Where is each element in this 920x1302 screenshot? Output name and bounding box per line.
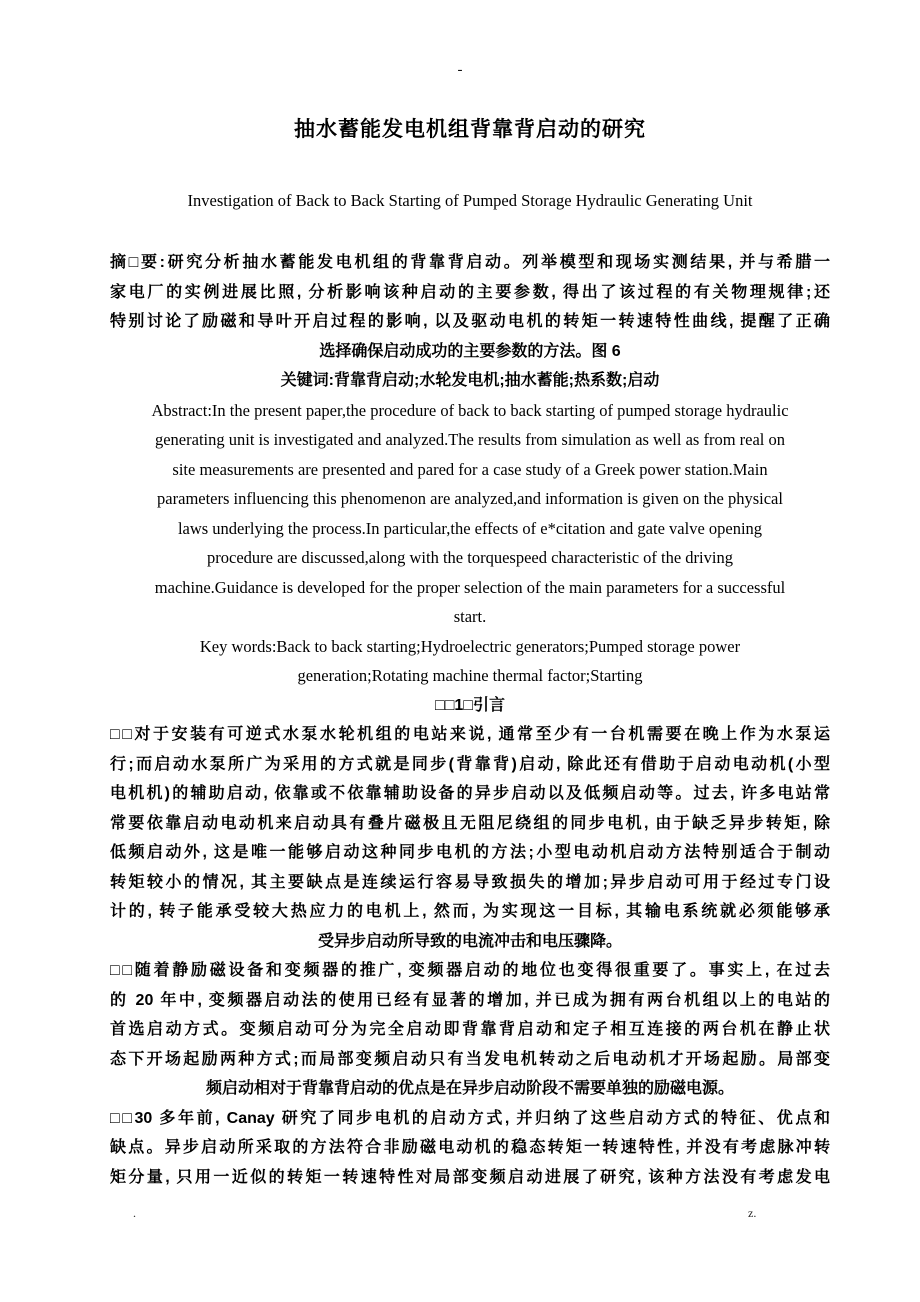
text-line: laws underlying the process.In particular,the effects of e*citation and gate valve opening [177, 518, 763, 538]
text-line: 行;而启动水泵所广为采用的方式就是同步(背靠背)启动, 除此还有借助于启动电动机(小型 [110, 755, 830, 773]
text-line: procedure are discussed,along with the torquespeed characteristic of the driving [207, 548, 733, 567]
text-line: start. [453, 607, 487, 626]
text-line: 缺点。异步启动所采取的方法符合非励磁电动机的稳态转矩一转速特性, 并没有考虑脉冲转 [110, 1139, 830, 1156]
text-line: 低频启动外, 这是唯一能够启动这种同步电机的方法;小型电动机启动方法特别适合于制动 [110, 844, 830, 861]
text-line: 态下开场起励两种方式;而局部变频启动只有当发电机转动之后电动机才开场起励。局部变 [110, 1050, 830, 1068]
text-line: 首选启动方式。变频启动可分为完全启动即背靠背启动和定子相互连接的两台机在静止状 [110, 1021, 830, 1038]
text-line: 的 20 年中, 变频器启动法的使用已经有显著的增加, 并已成为拥有两台机组以上的电站的 [110, 991, 830, 1009]
text-line: □□30 多年前, Canay 研究了同步电机的启动方式, 并归纳了这些启动方式的特征、优点和 [110, 1109, 830, 1127]
keywords-en-paragraph [110, 632, 830, 691]
text-line: 常要依靠启动电动机来启动具有叠片磁极且无阻尼绕组的同步电机, 由于缺乏异步转矩, 除 [110, 814, 830, 832]
document-content [110, 0, 830, 1192]
text-line: 选择确保启动成功的主要参数的方法。图 6 [319, 342, 621, 360]
intro-paragraph-1 [110, 720, 830, 956]
text-line: □□对于安装有可逆式水泵水轮机组的电站来说, 通常至少有一台机需要在晚上作为水泵运 [110, 726, 830, 743]
text-line: parameters influencing this phenomenon are analyzed,and information is given on the physical [157, 489, 783, 508]
text-line: 电机机)的辅助启动, 依靠或不依靠辅助设备的异步启动以及低频启动等。过去, 许多电站常 [110, 785, 830, 802]
text-line: generation;Rotating machine thermal factor;Starting [297, 666, 643, 685]
text-line: 关键词:背靠背启动;水轮发电机;抽水蓄能;热系数;启动 [280, 372, 660, 389]
text-line: generating unit is investigated and analyzed.The results from simulation as well as from real on [154, 430, 786, 449]
document-title-cn: 抽水蓄能发电机组背靠背启动的研究 [294, 118, 646, 141]
text-line: machine.Guidance is developed for the proper selection of the main parameters for a successful [154, 577, 786, 597]
text-line: 矩分量, 只用一近似的转矩一转速特性对局部变频启动进展了研究, 该种方法没有考虑发电 [110, 1168, 830, 1186]
intro-paragraph-2 [110, 956, 830, 1104]
abstract-cn-paragraph [110, 248, 830, 366]
text-line: Key words:Back to back starting;Hydroelectric generators;Pumped storage power [199, 636, 741, 656]
text-line: 家电厂的实例进展比照, 分析影响该种启动的主要参数, 得出了该过程的有关物理规律;还 [110, 283, 830, 301]
text-line: 特别讨论了励磁和导叶开启过程的影响, 以及驱动电机的转矩一转速特性曲线, 提醒了正确 [110, 313, 830, 330]
text-line: □□1□引言 [435, 696, 505, 714]
document-title-en: Investigation of Back to Back Starting of Pumped Storage Hydraulic Generating Unit [187, 191, 753, 210]
page-header-mark: - [457, 62, 463, 78]
text-line: 受异步启动所导致的电流冲击和电压骤降。 [317, 932, 622, 950]
text-line: 计的, 转子能承受较大热应力的电机上, 然而, 为实现这一目标, 其输电系统就必须能够承 [110, 903, 830, 920]
footer-right-mark: z. [748, 1206, 757, 1220]
text-line: □□随着静励磁设备和变频器的推广, 变频器启动的地位也变得很重要了。事实上, 在过去 [110, 962, 830, 979]
intro-paragraph-3 [110, 1104, 830, 1193]
abstract-en-paragraph [110, 396, 830, 632]
text-line: 摘□要:研究分析抽水蓄能发电机组的背靠背启动。列举模型和现场实测结果, 并与希腊一 [110, 254, 830, 271]
text-line: Abstract:In the present paper,the procedure of back to back starting of pumped storage hydraulic [151, 400, 789, 420]
keywords-cn-line [110, 366, 830, 396]
page-footer [0, 1206, 920, 1226]
footer-left-mark: . [133, 1206, 136, 1220]
text-line: 频启动相对于背靠背启动的优点是在异步启动阶段不需要单独的励磁电源。 [205, 1080, 734, 1097]
section1-heading [110, 691, 830, 721]
text-line: 转矩较小的情况, 其主要缺点是连续运行容易导致损失的增加;异步启动可用于经过专门设 [110, 873, 830, 891]
text-line: site measurements are presented and pared for a case study of a Greek power station.Main [172, 459, 768, 479]
